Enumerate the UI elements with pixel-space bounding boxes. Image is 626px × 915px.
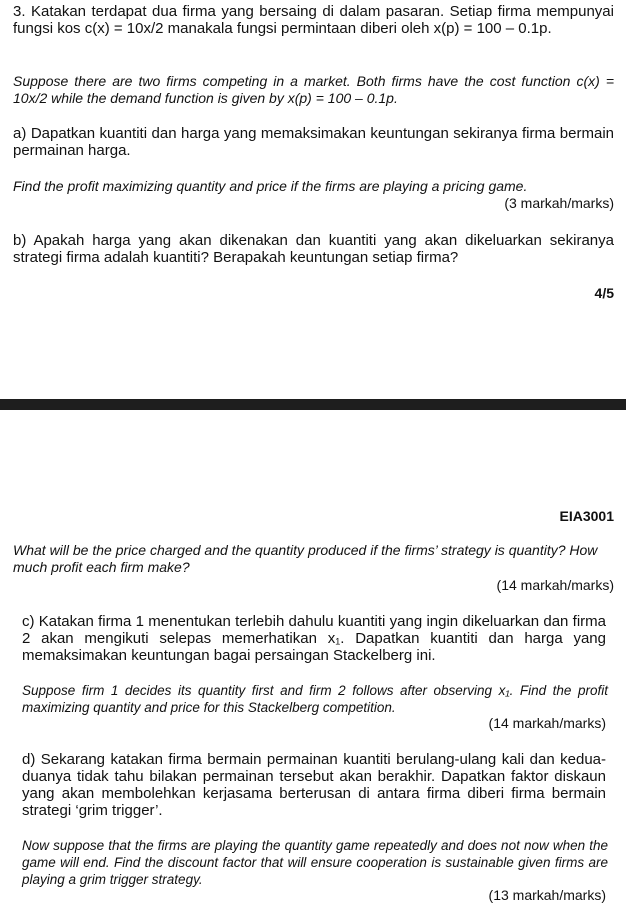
part-a-malay: a) Dapatkan kuantiti dan harga yang memaksimakan keuntungan sekiranya firma bermain permainan harga. [13, 125, 614, 159]
page-number: 4/5 [594, 285, 614, 301]
part-a-english: Find the profit maximizing quantity and price if the firms are playing a pricing game. [13, 178, 528, 194]
part-c-marks: (14 markah/marks) [488, 715, 606, 731]
question-3-english: Suppose there are two firms competing in a market. Both firms have the cost function c(x) = 10x/2 while the demand function is given by x(p) = 100 – 0.1p. [13, 73, 614, 106]
part-d-english: Now suppose that the firms are playing the quantity game repeatedly and does not now when the game will end. Find the discount factor that will ensure cooperation is sustainable given firms are playing a grim trigger strategy. [22, 838, 608, 887]
part-a-marks: (3 markah/marks) [504, 195, 614, 211]
part-c-malay: c) Katakan firma 1 menentukan terlebih dahulu kuantiti yang ingin dikeluarkan dan firma 2 akan mengikuti selepas memerhatikan x₁. Dapatkan kuantiti dan harga yang memaksimakan keuntungan bagai persaingan Stackelberg ini. [22, 613, 606, 664]
part-d-marks: (13 markah/marks) [488, 887, 606, 903]
part-b-english: What will be the price charged and the quantity produced if the firms’ strategy is quantity? How much profit each firm make? [13, 542, 598, 575]
part-c-english: Suppose firm 1 decides its quantity first and firm 2 follows after observing x₁. Find the profit maximizing quantity and price for this Stackelberg competition. [22, 683, 608, 715]
part-b-marks: (14 markah/marks) [496, 577, 614, 593]
part-b-malay: b) Apakah harga yang akan dikenakan dan kuantiti yang akan dikeluarkan sekiranya strategi firma adalah kuantiti? Berapakah keuntungan setiap firma? [13, 232, 614, 266]
part-d-malay: d) Sekarang katakan firma bermain permainan kuantiti berulang-ulang kali dan kedua-duanya tidak tahu bilakan permainan tersebut akan berakhir. Dapatkan faktor diskaun yang akan membolehkan kerjasama berterusan di antara firma diberi firma bermain strategi ‘grim trigger’. [22, 751, 606, 819]
question-3-malay: 3. Katakan terdapat dua firma yang bersaing di dalam pasaran. Setiap firma mempunyai fungsi kos c(x) = 10x/2 manakala fungsi permintaan diberi oleh x(p) = 100 – 0.1p. [13, 3, 614, 37]
page-divider [0, 399, 626, 410]
course-code: EIA3001 [559, 508, 614, 524]
